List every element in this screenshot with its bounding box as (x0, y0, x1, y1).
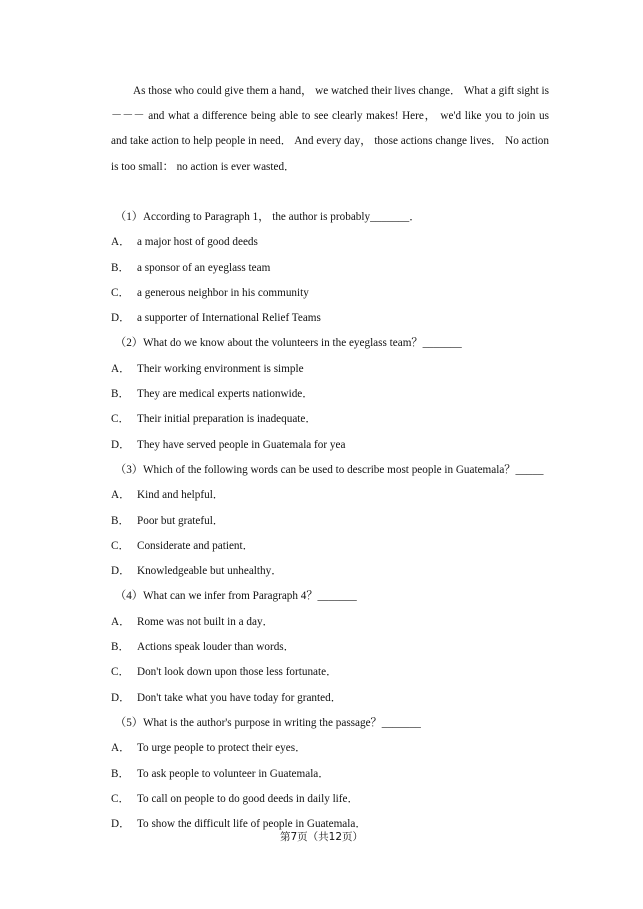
option-letter: C． (111, 413, 130, 426)
option-letter: D． (111, 818, 131, 831)
option-text: a supporter of International Relief Teams (137, 312, 321, 325)
option-letter: B． (111, 514, 130, 527)
option-item (111, 433, 551, 458)
option-text: Their working environment is simple (137, 362, 304, 375)
option-text: a major host of good deeds (137, 236, 258, 249)
option-letter: D． (111, 565, 131, 578)
option-item (111, 660, 551, 685)
page-footer: 第7页（共12页） (279, 831, 364, 843)
option-item (111, 483, 551, 508)
option-text: To ask people to volunteer in Guatemala． (137, 767, 330, 780)
option-item (111, 762, 551, 787)
option-text: To call on people to do good deeds in daily life． (137, 792, 359, 805)
option-letter: C． (111, 286, 130, 299)
option-text: Don't look down upon those less fortunate． (137, 666, 338, 679)
option-letter: B． (111, 261, 130, 274)
option-text: a sponsor of an eyeglass team (137, 261, 271, 274)
option-text: Don't take what you have today for granted． (137, 691, 342, 704)
option-item (111, 736, 551, 761)
option-item (111, 306, 551, 331)
option-item (111, 509, 551, 534)
option-text: Knowledgeable but unhealthy． (137, 565, 283, 578)
option-text: a generous neighbor in his community (137, 286, 309, 299)
option-letter: C． (111, 792, 130, 805)
option-item (111, 787, 551, 812)
question-stem: （3）Which of the following words can be used to describe most people in Guatemala？_____ (115, 463, 544, 476)
option-item (111, 230, 551, 255)
option-item (111, 686, 551, 711)
question-stem: （5）What is the author's purpose in writing the passage？_______ (115, 716, 421, 729)
option-text: Actions speak louder than words． (137, 641, 295, 654)
option-item (111, 559, 551, 584)
option-letter: A． (111, 362, 131, 375)
option-letter: C． (111, 539, 130, 552)
option-item (111, 407, 551, 432)
option-text: Kind and helpful． (137, 489, 224, 502)
option-text: Poor but grateful． (137, 514, 224, 527)
option-letter: A． (111, 489, 131, 502)
option-text: Considerate and patient． (137, 539, 254, 552)
question-stem: （2）What do we know about the volunteers in the eyeglass team？_______ (115, 337, 462, 350)
option-item (111, 610, 551, 635)
option-text: They have served people in Guatemala for yea (137, 438, 346, 451)
option-item (111, 256, 551, 281)
option-letter: B． (111, 388, 130, 401)
option-letter: A． (111, 742, 131, 755)
option-letter: D． (111, 438, 131, 451)
option-text: They are medical experts nationwide． (137, 388, 314, 401)
option-letter: D． (111, 691, 131, 704)
passage-paragraph: As those who could give them a hand， we watched their lives change． What a gift sight is －－－ and what a difference being able to see clearly makes! Here， we'd like you to join us and take action to help people in need． And every day， those actions change lives． No action is too small： no action is ever wasted． (111, 85, 549, 173)
question-list (111, 205, 551, 837)
option-item (111, 281, 551, 306)
option-text: Their initial preparation is inadequate． (137, 413, 317, 426)
option-letter: B． (111, 767, 130, 780)
option-item (111, 382, 551, 407)
option-text: To urge people to protect their eyes． (137, 742, 307, 755)
option-item (111, 534, 551, 559)
option-letter: D． (111, 312, 131, 325)
option-letter: B． (111, 641, 130, 654)
question-stem: （4）What can we infer from Paragraph 4？_______ (115, 590, 357, 603)
option-letter: A． (111, 615, 131, 628)
option-item (111, 635, 551, 660)
option-text: Rome was not built in a day． (137, 615, 274, 628)
option-letter: A． (111, 236, 131, 249)
option-letter: C． (111, 666, 130, 679)
question-stem: （1）According to Paragraph 1， the author is probably_______． (115, 211, 421, 223)
option-item (111, 357, 551, 382)
option-text: To show the difficult life of people in Guatemala． (137, 818, 367, 831)
